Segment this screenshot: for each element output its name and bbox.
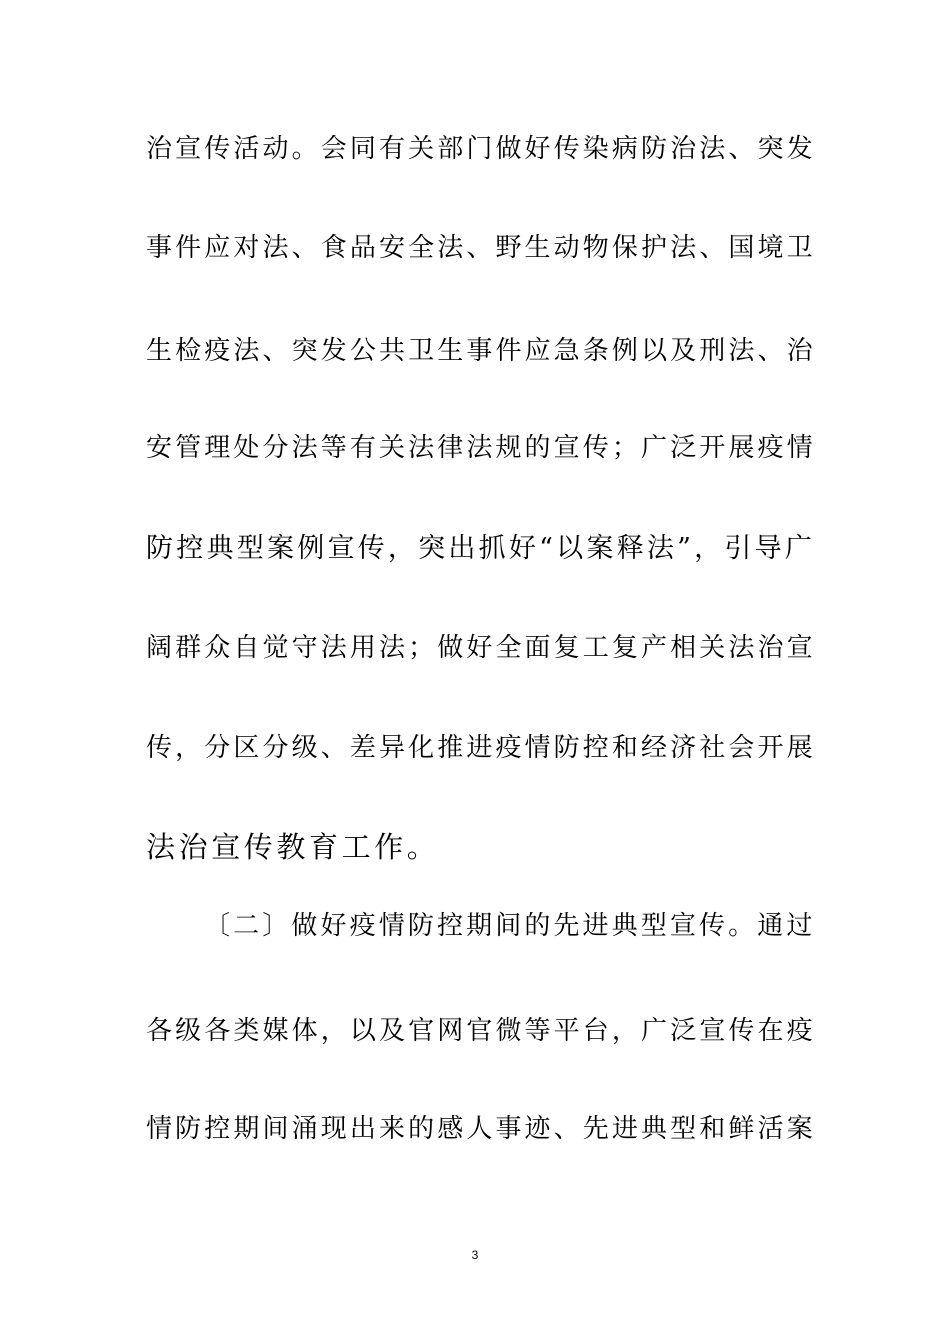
- text-line: 防控典型案例宣传，突出抓好“以案释法”，引导广: [146, 533, 816, 564]
- text-line: 生检疫法、突发公共卫生事件应急条例以及刑法、治: [146, 336, 816, 366]
- page-number: 3: [471, 1248, 479, 1262]
- text-line: 阔群众自觉守法用法；做好全面复工复产相关法治宣: [146, 633, 816, 663]
- text-line: 各级各类媒体，以及官网官微等平台，广泛宣传在疫: [146, 1016, 816, 1046]
- section-heading-line: 〔二〕做好疫情防控期间的先进典型宣传。通过: [204, 911, 816, 941]
- text-line: 安管理处分法等有关法律法规的宣传；广泛开展疫情: [146, 433, 816, 463]
- text-line: 法治宣传教育工作。: [146, 830, 440, 864]
- text-line: 治宣传活动。会同有关部门做好传染病防治法、突发: [146, 134, 816, 164]
- text-line: 传，分区分级、差异化推进疫情防控和经济社会开展: [146, 733, 816, 763]
- text-line: 事件应对法、食品安全法、野生动物保护法、国境卫: [146, 233, 816, 263]
- text-line: 情防控期间涌现出来的感人事迹、先进典型和鲜活案: [146, 1114, 816, 1144]
